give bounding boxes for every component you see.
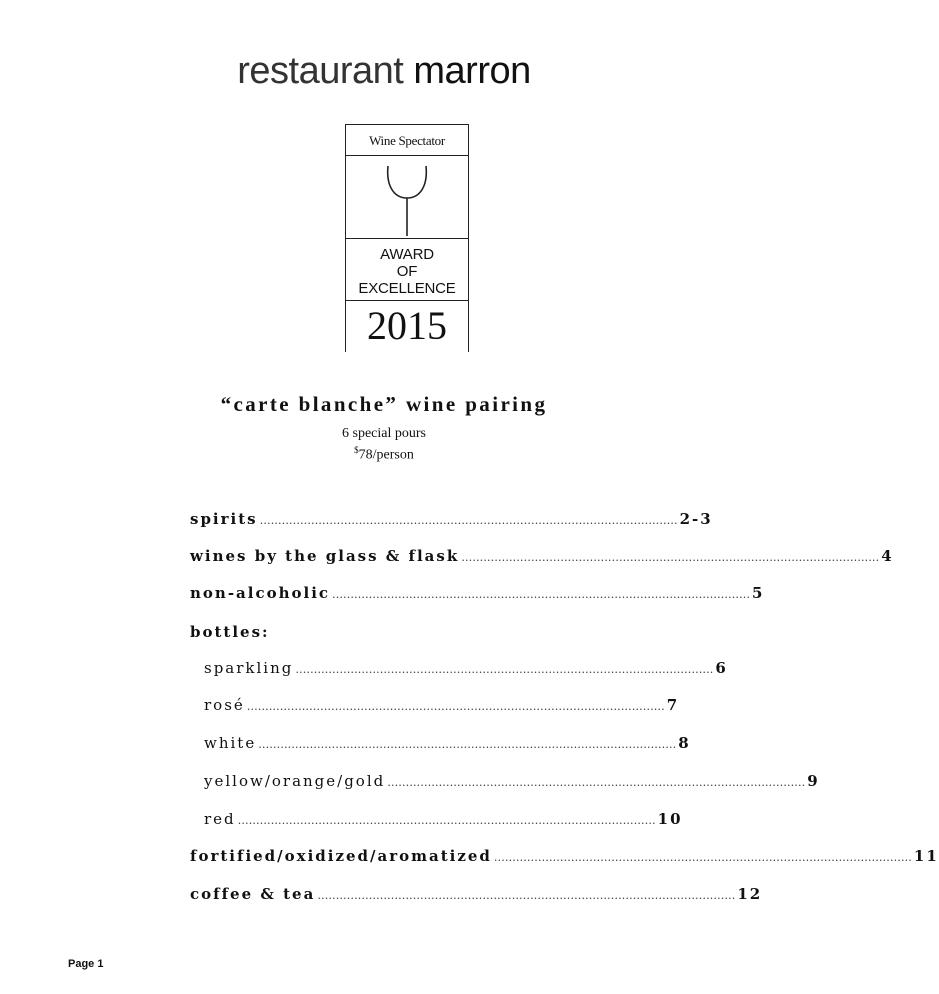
price-currency: $ — [354, 445, 359, 455]
toc-page: 7 — [666, 696, 680, 714]
toc-label: wines by the glass & flask — [190, 547, 460, 565]
pairing-pours: 6 special pours — [342, 426, 426, 441]
award-line-2: OF — [396, 263, 418, 280]
toc-entry-sparkling[interactable] — [204, 659, 728, 683]
toc-page: 4 — [881, 547, 894, 565]
toc-label: red — [204, 810, 236, 828]
toc-page: 10 — [657, 810, 683, 828]
pairing-heading: “carte blanche” wine pairing — [220, 392, 548, 416]
toc-entry-yellow-orange-gold[interactable] — [204, 772, 820, 796]
toc-entry-red[interactable] — [204, 810, 683, 834]
award-year: 2015 — [367, 303, 447, 348]
toc-page: 6 — [715, 659, 728, 677]
toc-entry-coffee-tea[interactable] — [190, 885, 763, 909]
toc-entry-rose[interactable] — [204, 696, 680, 720]
toc-label: rosé — [204, 696, 245, 714]
toc-label: white — [204, 734, 257, 752]
toc-page: 8 — [678, 734, 691, 752]
toc-entry-wines-by-the-glass[interactable] — [190, 547, 894, 571]
toc-page: 12 — [737, 885, 763, 903]
toc-page: 5 — [752, 584, 765, 602]
toc-page: 9 — [807, 772, 820, 790]
dot-leader: …………………………………………………………………………………………………… — [259, 514, 678, 527]
dot-leader: …………………………………………………………………………………………………… — [332, 588, 751, 601]
page-number: Page 1 — [68, 958, 104, 970]
award-line-3: EXCELLENCE — [358, 280, 456, 297]
toc-label: sparkling — [204, 659, 294, 677]
toc-entry-white[interactable] — [204, 734, 691, 758]
dot-leader: …………………………………………………………………………………………………… — [295, 663, 714, 676]
toc-page: 11 — [913, 847, 939, 865]
dot-leader: …………………………………………………………………………………………………… — [237, 814, 656, 827]
price-value: 78/person — [358, 447, 414, 463]
dot-leader: …………………………………………………………………………………………………… — [246, 700, 665, 713]
toc-page: 2-3 — [679, 510, 713, 528]
toc-entry-fortified[interactable] — [190, 847, 939, 871]
title-marron: marron — [413, 50, 531, 92]
toc-label: fortified/oxidized/aromatized — [190, 847, 492, 865]
toc-label: spirits — [190, 510, 258, 528]
toc-entry-non-alcoholic[interactable] — [190, 584, 765, 608]
dot-leader: …………………………………………………………………………………………………… — [461, 551, 880, 564]
award-brand: Wine Spectator — [369, 133, 445, 148]
dot-leader: …………………………………………………………………………………………………… — [258, 738, 677, 751]
title-restaurant: restaurant — [237, 50, 404, 92]
toc-entry-spirits[interactable] — [190, 510, 713, 534]
toc-label: coffee & tea — [190, 885, 316, 903]
dot-leader: …………………………………………………………………………………………………… — [493, 851, 912, 864]
toc-label: non-alcoholic — [190, 584, 331, 602]
dot-leader: …………………………………………………………………………………………………… — [387, 776, 806, 789]
award-line-1: AWARD — [380, 246, 434, 263]
toc-bottles-heading: bottles: — [190, 623, 270, 641]
dot-leader: …………………………………………………………………………………………………… — [317, 889, 736, 902]
toc-label: yellow/orange/gold — [204, 772, 386, 790]
